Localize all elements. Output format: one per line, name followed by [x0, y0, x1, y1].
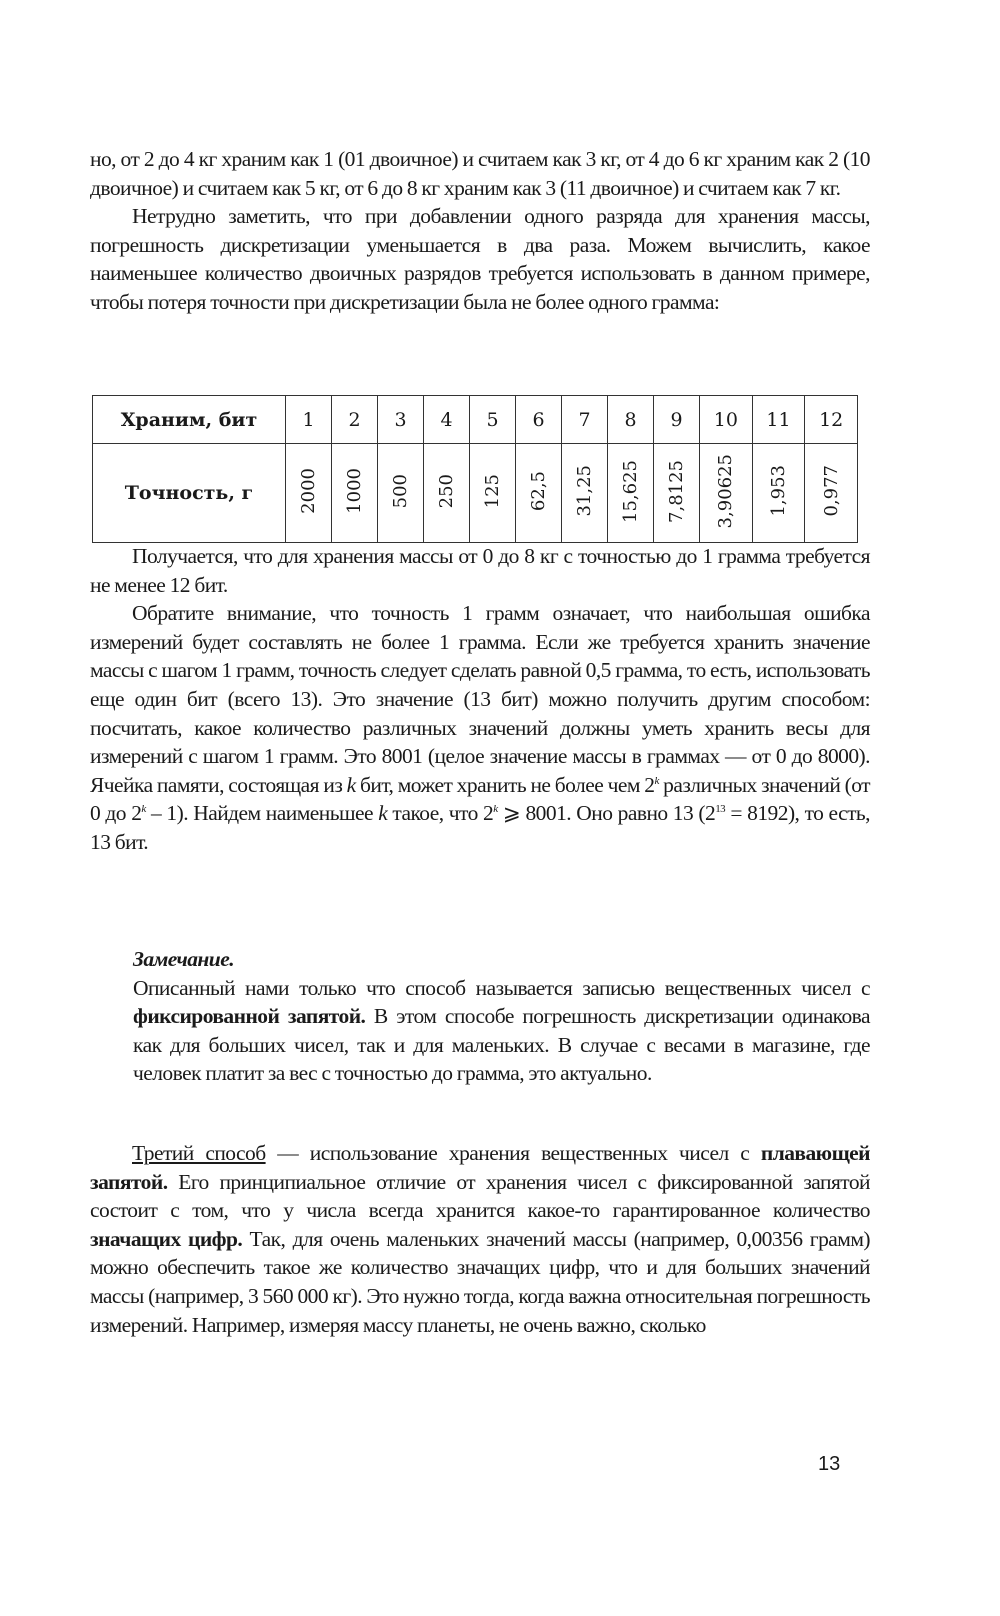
table-cell: 1 [286, 396, 332, 444]
page-number: 13 [818, 1453, 841, 1475]
vertical-value: 125 [482, 473, 503, 509]
vertical-value: 1000 [344, 468, 365, 514]
vertical-value: 0,977 [820, 465, 842, 517]
table-cell: 9 [654, 396, 700, 444]
paragraph-intro: но, от 2 до 4 кг храним как 1 (01 двоичное) и считаем как 3 кг, от 4 до 6 кг храним как 2 (10 двоичное) и считаем как 5 кг, от 6 до 8 кг храним как 3 (11 двоичное) и считаем как 7 кг. [90, 147, 870, 200]
table-cell [286, 444, 332, 543]
table-cell [378, 444, 424, 543]
table-row-precision [93, 444, 858, 543]
table-cell [332, 444, 378, 543]
text-block-bottom [90, 1139, 870, 1339]
vertical-value: 62,5 [528, 470, 549, 512]
table-cell [752, 444, 805, 543]
table-cell [608, 444, 654, 543]
remark-title: Замечание. [133, 947, 235, 971]
table-cell: 6 [516, 396, 562, 444]
table-cell [805, 444, 858, 543]
table-cell: 3 [378, 396, 424, 444]
remark-block [133, 945, 870, 1088]
table-cell [516, 444, 562, 543]
text-block-top [90, 145, 870, 317]
table-cell: 11 [752, 396, 805, 444]
precision-table [92, 395, 858, 543]
table-cell [700, 444, 753, 543]
vertical-value: 15,625 [620, 459, 641, 523]
vertical-value: 2000 [298, 468, 319, 514]
table-cell: 7 [562, 396, 608, 444]
table-header-precision: Точность, г [93, 444, 286, 543]
table-cell: 12 [805, 396, 858, 444]
table-row-bits [93, 396, 858, 444]
table-cell: 4 [424, 396, 470, 444]
vertical-value: 31,25 [574, 465, 595, 517]
paragraph-2: Получается, что для хранения массы от 0 до 8 кг с точностью до 1 грамма требуется не менее 12 бит. [90, 544, 870, 597]
vertical-value: 250 [436, 473, 457, 509]
paragraph-4: Третий способ — использование хранения вещественных чисел с плавающей запятой. Его принципиальное отличие от хранения чисел с фиксированной запятой состоит с том, что у числа всегда хранится какое-то гарантированное количество значащих цифр. Так, для очень маленьких значений массы (например, 0,00356 грамм) можно обеспечить такое же количество значащих цифр, что и для больших значений массы (например, 3 560 000 кг). Это нужно тогда, когда важна относительная погрешность измерений. Например, измеряя массу планеты, не очень важно, сколько [90, 1141, 870, 1337]
table-cell [562, 444, 608, 543]
remark-text: Описанный нами только что способ называется записью вещественных чисел с фиксированной запятой. В этом способе погрешность дискретизации одинакова как для больших чисел, так и для маленьких. В случае с весами в магазине, где человек платит за вес с точностью до грамма, это актуально. [133, 975, 870, 1086]
vertical-value: 3,90625 [715, 453, 737, 529]
table-cell [470, 444, 516, 543]
text-block-middle [90, 542, 870, 857]
table-cell: 10 [700, 396, 753, 444]
table-header-bits: Храним, бит [93, 396, 286, 444]
table-cell [654, 444, 700, 543]
table-cell: 8 [608, 396, 654, 444]
paragraph-3: Обратите внимание, что точность 1 грамм означает, что наибольшая ошибка измерений будет составлять не более 1 грамма. Если же требуется хранить значение массы с шагом 1 грамм, точность следует сделать равной 0,5 грамма, то есть, использовать еще один бит (всего 13). Это значение (13 бит) можно получить другим способом: посчитать, какое количество различных значений должны уметь хранить весы для измерений с шагом 1 грамм. Это 8001 (целое значение массы в граммах — от 0 до 8000). Ячейка памяти, состоящая из k бит, может хранить не более чем 2$^k$ различных значений (от 0 до 2$^k$ – 1). Найдем наименьшее k такое, что 2$^k$ ⩾ 8001. Оно равно 13 $(2^{13} = 8192)$, то есть, 13 бит. [90, 601, 871, 854]
paragraph-1: Нетрудно заметить, что при добавлении одного разряда для хранения массы, погрешность дискретизации уменьшается в два раза. Можем вычислить, какое наименьшее количество двоичных разрядов требуется использовать в данном примере, чтобы потеря точности при дискретизации была не более одного грамма: [90, 204, 870, 314]
table-cell: 5 [470, 396, 516, 444]
vertical-value: 7,8125 [666, 459, 687, 523]
table-cell: 2 [332, 396, 378, 444]
table-cell [424, 444, 470, 543]
vertical-value: 1,953 [767, 465, 789, 517]
vertical-value: 500 [390, 473, 411, 509]
